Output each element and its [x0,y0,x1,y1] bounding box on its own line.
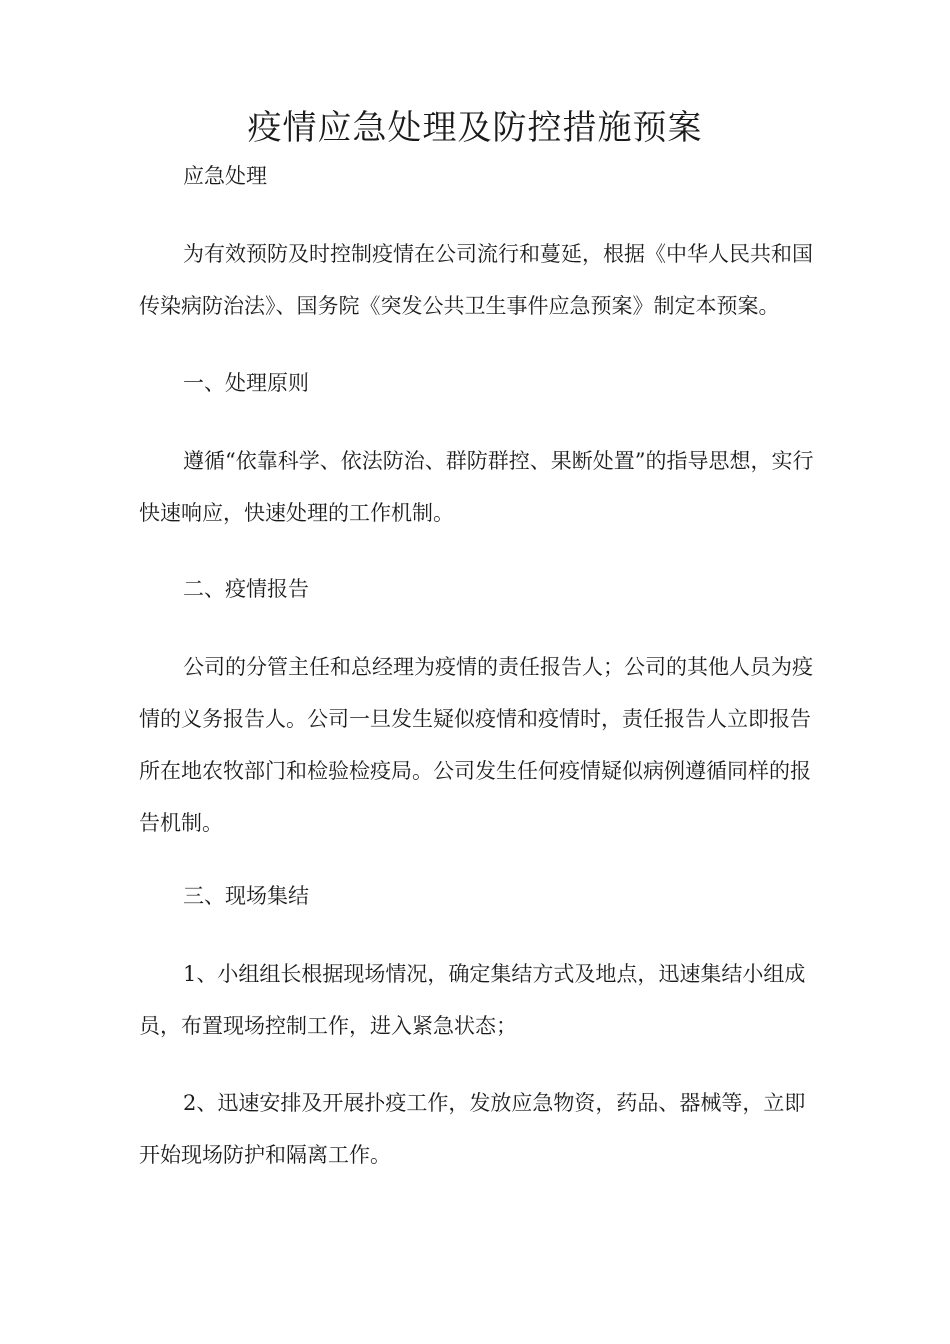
paragraph-step-1: 1、小组组长根据现场情况，确定集结方式及地点，迅速集结小组成员，布置现场控制工作，进入紧急状态； [139,962,806,1038]
paragraph-purpose: 为有效预防及时控制疫情在公司流行和蔓延，根据《中华人民共和国传染病防治法》、国务院《突发公共卫生事件应急预案》制定本预案。 [139,242,813,318]
page-title: 疫情应急处理及防控措施预案 [247,108,703,148]
paragraph-principles: 遵循“依靠科学、依法防治、群防群控、果断处置”的指导思想，实行快速响应，快速处理的工作机制。 [139,449,814,525]
section-heading-assembly: 三、现场集结 [183,884,309,908]
section-heading-principles: 一、处理原则 [183,371,309,395]
paragraph-report: 公司的分管主任和总经理为疫情的责任报告人；公司的其他人员为疫情的义务报告人。公司一旦发生疑似疫情和疫情时，责任报告人立即报告所在地农牧部门和检验检疫局。公司发生任何疫情疑似病例遵循同样的报告机制。 [139,655,813,835]
section-heading-report: 二、疫情报告 [183,577,309,601]
paragraph-step-2: 2、迅速安排及开展扑疫工作，发放应急物资，药品、器械等，立即开始现场防护和隔离工作。 [139,1091,806,1167]
section-heading-emergency: 应急处理 [183,164,267,188]
